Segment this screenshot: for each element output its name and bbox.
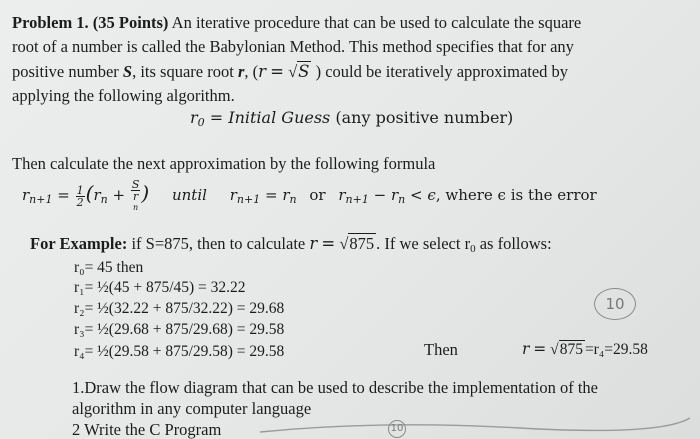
half-den: 2	[76, 195, 84, 209]
formula-open: (	[85, 181, 94, 205]
err-rn: r	[391, 186, 399, 204]
cond-rn-sub: n	[289, 193, 297, 206]
example-text-c: as follows:	[479, 234, 552, 253]
example-text-a: if S=875, then to calculate	[131, 234, 306, 253]
handwritten-mark-2: 10	[388, 420, 406, 438]
r0-line: r₀= 45 then	[74, 259, 144, 276]
iteration-r3: r₃= ½(29.68 + 875/29.68) = 29.58	[74, 321, 285, 338]
initial-sub: 0	[197, 116, 205, 129]
example-sqrt-sign: √	[339, 234, 349, 253]
formula-intro: Then calculate the next approximation by the following formula	[12, 154, 436, 173]
result-sqrt-sign: √	[550, 341, 559, 358]
problem-title: Problem 1. (35 Points)	[12, 13, 169, 32]
formula-rn: r	[93, 186, 101, 204]
line3-text-a: positive number	[12, 62, 119, 81]
cond-lhs: r	[229, 186, 237, 204]
initial-note: (any positive number)	[335, 108, 514, 127]
cond-lhs-sub: n+1	[236, 193, 261, 206]
eq-var-r: r	[258, 62, 267, 81]
err-minus: −	[373, 186, 387, 204]
formula-plus: +	[112, 186, 126, 204]
eq-sign: =	[270, 62, 284, 81]
den-n: n	[133, 203, 139, 212]
problem-line-2: root of a number is called the Babylonian Method. This method specifies that for any	[12, 37, 574, 56]
example-text-b-sub: 0	[470, 243, 476, 255]
initial-eq: =	[209, 108, 224, 127]
example-label: For Example:	[30, 234, 128, 253]
iteration-r2: r₂= ½(32.22 + 875/32.22) = 29.68	[74, 300, 285, 317]
var-r: r	[237, 62, 245, 81]
task-1-line-1: 1.Draw the flow diagram that can be used to describe the implementation of the	[72, 378, 598, 397]
handwritten-score-mark: 10	[594, 288, 636, 320]
formula-close: )	[141, 181, 150, 205]
task-2: 2 Write the C Program	[72, 420, 222, 439]
line3-text-c: , (	[244, 62, 259, 81]
task-1-line-2: algorithm in any computer language	[72, 399, 312, 418]
formula-eq: =	[57, 186, 70, 204]
example-eq: =	[321, 234, 336, 253]
problem-line-4: applying the following algorithm.	[12, 86, 235, 105]
initial-guess-text: Initial Guess	[228, 108, 331, 127]
initial-var: r	[190, 108, 198, 127]
err-lt: <	[410, 186, 423, 204]
line3-text-d: ) could be iteratively approximated by	[315, 62, 569, 81]
problem-intro: An iterative procedure that can be used to calculate the square	[171, 13, 582, 32]
formula-rn-sub: n	[100, 193, 108, 206]
var-s: S	[122, 62, 133, 81]
s-num: S	[131, 178, 140, 191]
result-sqrt-value: 875	[559, 341, 583, 358]
err-rn-sub: n	[398, 193, 406, 206]
half-num: 1	[76, 183, 84, 197]
cond-rn: r	[282, 186, 290, 204]
err-lhs: r	[338, 186, 346, 204]
sqrt-sign: √	[288, 62, 298, 81]
iteration-r4: r₄= ½(29.58 + 875/29.58) = 29.58	[74, 343, 285, 360]
iteration-r1: r₁= ½(45 + 875/45) = 32.22	[74, 279, 246, 296]
den-r: r	[132, 190, 139, 203]
result-r: r	[522, 340, 530, 358]
then-label: Then	[424, 340, 458, 359]
err-epsilon: ϵ	[427, 186, 436, 204]
example-r: r	[309, 234, 318, 253]
formula-lhs-sub: n+1	[29, 193, 53, 206]
formula-or: or	[309, 186, 326, 204]
err-lhs-sub: n+1	[345, 193, 369, 206]
sqrt-s: S	[298, 62, 310, 81]
result-eq: =	[533, 340, 547, 358]
cond-eq: =	[264, 186, 278, 204]
example-sqrt-value: 875	[349, 234, 375, 253]
line3-text-b: , its square root	[132, 62, 234, 81]
err-tail: , where ϵ is the error	[435, 186, 597, 204]
formula-lhs: r	[22, 186, 30, 204]
formula-until: until	[171, 186, 207, 204]
example-text-b: . If we select r	[376, 234, 471, 253]
result-tail: =r₄=29.58	[584, 341, 648, 358]
